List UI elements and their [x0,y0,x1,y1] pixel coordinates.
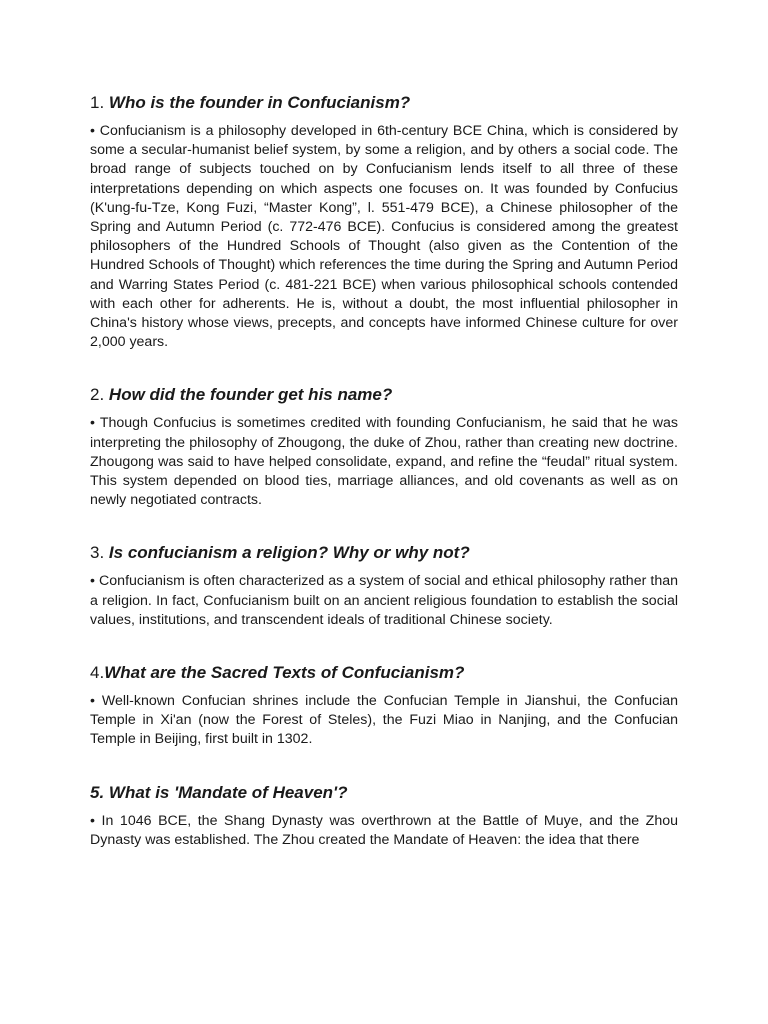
answer-paragraph-4: • Well-known Confucian shrines include the Confucian Temple in Jianshui, the Confucian Temple in Xi'an (now the Forest of Steles), the Fuzi Miao in Nanjing, and the Confucian Temple in Beijing, first built in 1302. [90,693,678,748]
qa-section-1 [90,92,678,352]
qa-section-5 [90,782,678,850]
answer-paragraph-5: • In 1046 BCE, the Shang Dynasty was overthrown at the Battle of Muye, and the Zhou Dynasty was established. The Zhou created the Mandate of Heaven: the idea that there [90,812,678,848]
answer-paragraph-3: • Confucianism is often characterized as a system of social and ethical philosophy rather than a religion. In fact, Confucianism built on an ancient religious foundation to establish the social values, institutions, and transcendent ideals of traditional Chinese society. [90,573,678,628]
question-number-5: 5. [90,782,105,802]
qa-section-2 [90,384,678,510]
qa-section-3 [90,542,678,630]
question-number-4: 4. [90,663,105,683]
question-text-3: Is confucianism a religion? Why or why not? [108,543,470,563]
qa-section-4 [90,662,678,750]
question-heading-1 [90,92,678,114]
document-page [90,92,678,850]
question-number-1: 1. [90,93,105,112]
answer-paragraph-2: • Though Confucius is sometimes credited with founding Confucianism, he said that he was interpreting the philosophy of Zhougong, the duke of Zhou, rather than creating new doctrine. Zhougong was said to have helped consolidate, expand, and refine the “feudal” ritual system. This system depended on blood ties, marriage alliances, and old covenants as well as on newly negotiated contracts. [90,415,678,509]
question-number-3: 3. [90,543,105,563]
question-heading-4 [90,662,678,684]
question-text-1: Who is the founder in Confucianism? [108,93,411,112]
question-text-2: How did the founder get his name? [108,385,393,405]
question-heading-5 [90,782,678,804]
question-number-2: 2. [90,385,105,405]
answer-paragraph-1: • Confucianism is a philosophy developed in 6th-century BCE China, which is considered by some a secular-humanist belief system, by some a religion, and by others a social code. The broad range of subjects touched on by Confucianism lends itself to all three of these interpretations depending on which aspects one focuses on. It was founded by Confucius (K'ung-fu-Tze, Kong Fuzi, “Master Kong”, l. 551-479 BCE), a Chinese philosopher of the Spring and Autumn Period (c. 772-476 BCE). Confucius is considered among the greatest philosophers of the Hundred Schools of Thought (also given as the Contention of the Hundred Schools of Thought) which references the time during the Spring and Autumn Period and Warring States Period (c. 481-221 BCE) when various philosophical schools contended with each other for adherents. He is, without a doubt, the most influential philosopher in China's history whose views, precepts, and concepts have informed Chinese culture for over 2,000 years. [90,123,678,351]
question-heading-2 [90,384,678,406]
question-heading-3 [90,542,678,564]
question-text-4: What are the Sacred Texts of Confucianism? [104,663,465,683]
question-text-5: What is 'Mandate of Heaven'? [108,782,348,802]
